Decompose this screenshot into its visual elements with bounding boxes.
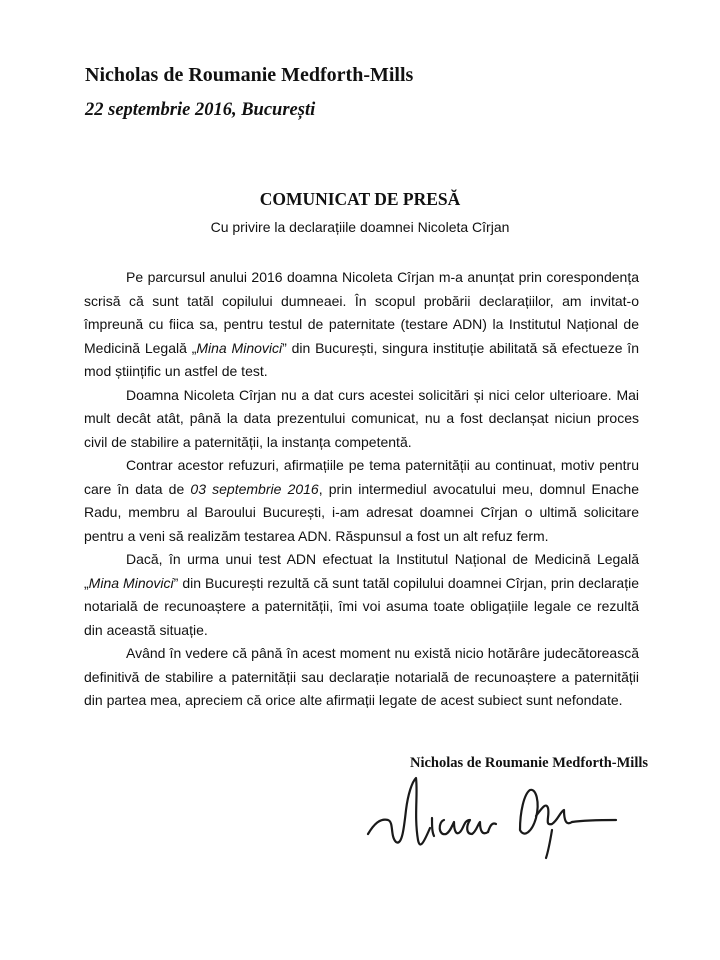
paragraph-4-text-c: ” din București rezultă că sunt tatăl copilului doamnei Cîrjan, prin declarație notarială de recunoaștere a paternității, îmi voi asuma toate obligațiile legale ce rezultă din această situație. [84, 574, 639, 638]
document-subtitle: Cu privire la declarațiile doamnei Nicoleta Cîrjan [210, 219, 510, 235]
signature-strokes [368, 778, 616, 858]
author-name: Nicholas de Roumanie Medforth-Mills [85, 64, 414, 86]
handwritten-signature [360, 772, 620, 862]
institute-name-italic-2: Mina Minovici [88, 574, 174, 591]
paragraph-2: Doamna Nicoleta Cîrjan nu a dat curs acestei solicitări și nici celor ulterioare. Mai mult decât atât, până la data prezentului comunicat, nu a fost declanșat niciun proces civil de stabilire a paternității, la instanța competentă. [84, 386, 639, 450]
paragraph-3-text-a: Contrar acestor refuzuri, afirmațiile pe tema paternității au continuat, motiv pentru care în data de [84, 457, 639, 497]
request-date-italic: 03 septembrie 2016 [190, 480, 319, 497]
signatory-name: Nicholas de Roumanie Medforth-Mills [410, 755, 649, 771]
document-title: COMUNICAT DE PRESĂ [259, 189, 461, 209]
dateline: 22 septembrie 2016, București [85, 100, 316, 120]
institute-name-italic: Mina Minovici [196, 339, 283, 356]
paragraph-4 [84, 548, 639, 642]
paragraph-3 [84, 454, 639, 548]
paragraph-5: Având în vedere că până în acest moment nu există nicio hotărâre judecătorească definitivă de stabilire a paternității sau declarație notarială de recunoaștere a paternității din partea mea, apreciem că orice alte afirmații legate de acest subiect sunt nefondate. [84, 645, 639, 708]
paragraph-1-text-a: Pe parcursul anului 2016 doamna Nicoleta Cîrjan m-a anunțat prin corespondența scrisă că sunt tatăl copilului dumneaei. În scopul probării declarațiilor, am invitat-o împreună cu fiica sa, pentru testul de paternitate (testare ADN) la Institutul Național de Medicină Legală „ [84, 269, 639, 356]
document-body [84, 266, 639, 713]
paragraph-4-text-a: Dacă, în urma unui test ADN efectuat la Institutul Național de Medicină Legală „ [84, 551, 639, 591]
paragraph-3-text-c: , prin intermediul avocatului meu, domnul Enache Radu, membru al Baroului București, i-am adresat doamnei Cîrjan o ultimă solicitare pentru a veni să realizăm testarea ADN. Răspunsul a fost un alt refuz ferm. [84, 480, 639, 544]
paragraph-1-text-c: ” din București, singura instituție abilitată să efectueze în mod științific un astfel de test. [84, 339, 639, 379]
paragraph-1 [84, 266, 639, 384]
